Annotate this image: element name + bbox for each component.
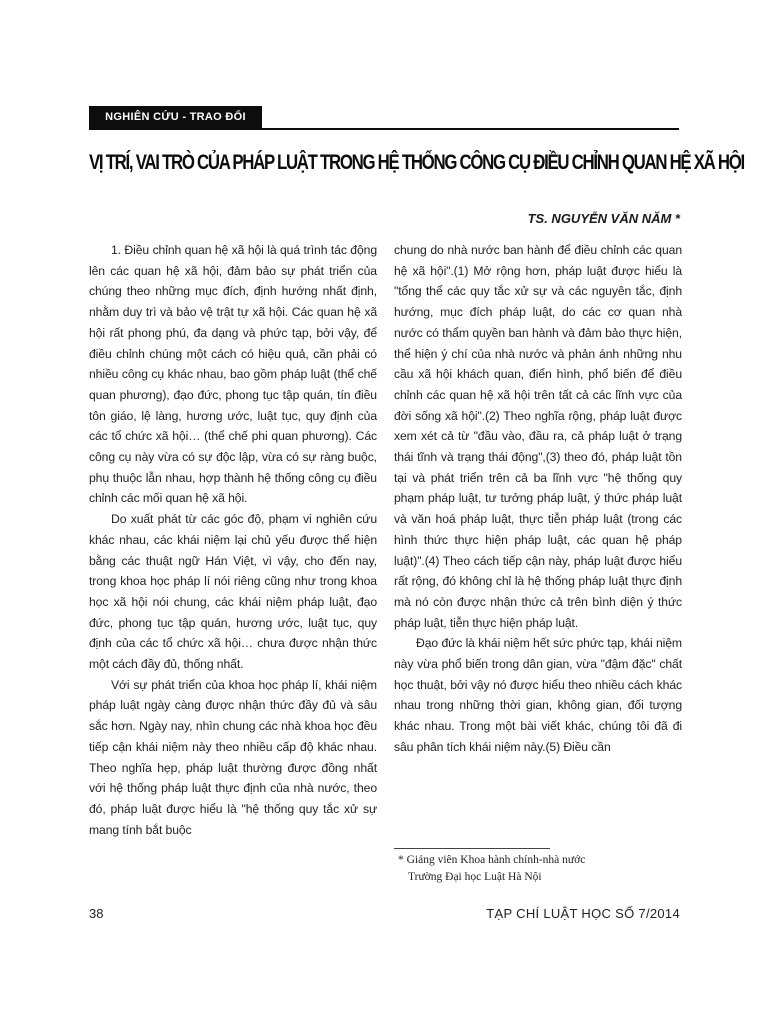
page-number: 38 bbox=[89, 906, 104, 921]
article-title: VỊ TRÍ, VAI TRÒ CỦA PHÁP LUẬT TRONG HỆ THỐNG CÔNG CỤ ĐIỀU CHỈNH QUAN HỆ XÃ HỘI bbox=[89, 151, 744, 174]
paragraph: Với sự phát triển của khoa học pháp lí, khái niệm pháp luật ngày càng được nhận thức đầy đủ và sâu sắc hơn. Ngày nay, nhìn chung các nhà khoa học đều tiếp cận khái niệm này theo nhiều cấp độ khác nhau. Theo nghĩa hẹp, pháp luật thường được đồng nhất với hệ thống pháp luật thực định của nhà nước, theo đó, pháp luật được hiểu là "hệ thống quy tắc xử sự mang tính bắt buộc bbox=[89, 677, 377, 837]
left-column bbox=[89, 240, 377, 840]
journal-name: TẠP CHÍ LUẬT HỌC SỐ 7/2014 bbox=[486, 906, 680, 921]
paragraph: Đạo đức là khái niệm hết sức phức tạp, khái niệm này vừa phổ biến trong dân gian, vừa "đậm đặc" chất học thuật, bởi vậy nó được hiểu theo nhiều cách khác nhau trong những thời gian, không gian, đối tượng khác nhau. Trong một bài viết khác, chúng tôi đã đi sâu phân tích khái niệm này.(5) Điều cần bbox=[394, 636, 682, 754]
author-footnote bbox=[398, 852, 688, 886]
right-column bbox=[394, 240, 682, 758]
paragraph: 1. Điều chỉnh quan hệ xã hội là quá trình tác động lên các quan hệ xã hội, đảm bảo sự phát triển của chúng theo những mục đích, định hướng nhất định, nhằm duy trì và bảo vệ trật tự xã hội. Các quan hệ xã hội rất phong phú, đa dạng và phức tạp, bởi vậy, để điều chỉnh chúng một cách có hiệu quả, cần phải có nhiều công cụ khác nhau, bao gồm pháp luật (thể chế quan phương), đạo đức, phong tục tập quán, tín điều tôn giáo, lệ làng, hương ước, luật tục, quy định của các tổ chức xã hội… (thể chế phi quan phương). Các công cụ này vừa có sự độc lập, vừa có sự ràng buộc, phụ thuộc lẫn nhau, hợp thành hệ thống công cụ điều chỉnh các mối quan hệ xã hội. bbox=[89, 243, 377, 506]
author-name: TS. NGUYỄN VĂN NĂM * bbox=[527, 211, 680, 226]
paragraph: Do xuất phát từ các góc độ, phạm vi nghiên cứu khác nhau, các khái niệm lại chủ yếu được thể hiện bằng các thuật ngữ Hán Việt, vì vậy, cho đến nay, trong khoa học pháp lí nói riêng cũng như trong khoa học xã hội nói chung, các khái niệm pháp luật, đạo đức, phong tục tập quán, hương ước, luật tục, quy định của các tổ chức xã hội… chưa được nhận thức một cách đầy đủ, thống nhất. bbox=[89, 512, 377, 672]
section-divider bbox=[89, 128, 679, 130]
footnote-divider bbox=[394, 848, 550, 849]
section-tag: NGHIÊN CỨU - TRAO ĐỔI bbox=[89, 106, 262, 129]
paragraph: chung do nhà nước ban hành để điều chỉnh các quan hệ xã hội".(1) Mở rộng hơn, pháp luật được hiểu là "tổng thể các quy tắc xử sự và các nguyên tắc, định hướng, mục đích pháp luật, do các cơ quan nhà nước có thẩm quyền ban hành và đảm bảo thực hiện, thể hiện ý chí của nhà nước và phản ánh những nhu cầu xã hội khách quan, điển hình, phổ biến để điều chỉnh các quan hệ xã hội trên tất cả các lĩnh vực của đời sống xã hội".(2) Theo nghĩa rộng, pháp luật được xem xét cả từ "đầu vào, đầu ra, cả pháp luật ở trạng thái tĩnh và trạng thái động",(3) theo đó, pháp luật tồn tại và phát triển trên cả ba lĩnh vực "hệ thống quy phạm pháp luật, tư tưởng pháp luật, ý thức pháp luật và văn hoá pháp luật, thực tiễn pháp luật (trong các hình thức thực hiện pháp luật, các quan hệ pháp luật)".(4) Theo cách tiếp cận này, pháp luật được hiểu rất rộng, đó không chỉ là hệ thống pháp luật thực định mà nó còn được nhận thức cả trên bình diện ý thức pháp luật, tiễn thực hiện pháp luật. bbox=[394, 243, 682, 630]
footnote-line: * Giảng viên Khoa hành chính-nhà nước bbox=[398, 854, 586, 866]
footnote-line: Trường Đại học Luật Hà Nội bbox=[408, 871, 542, 883]
